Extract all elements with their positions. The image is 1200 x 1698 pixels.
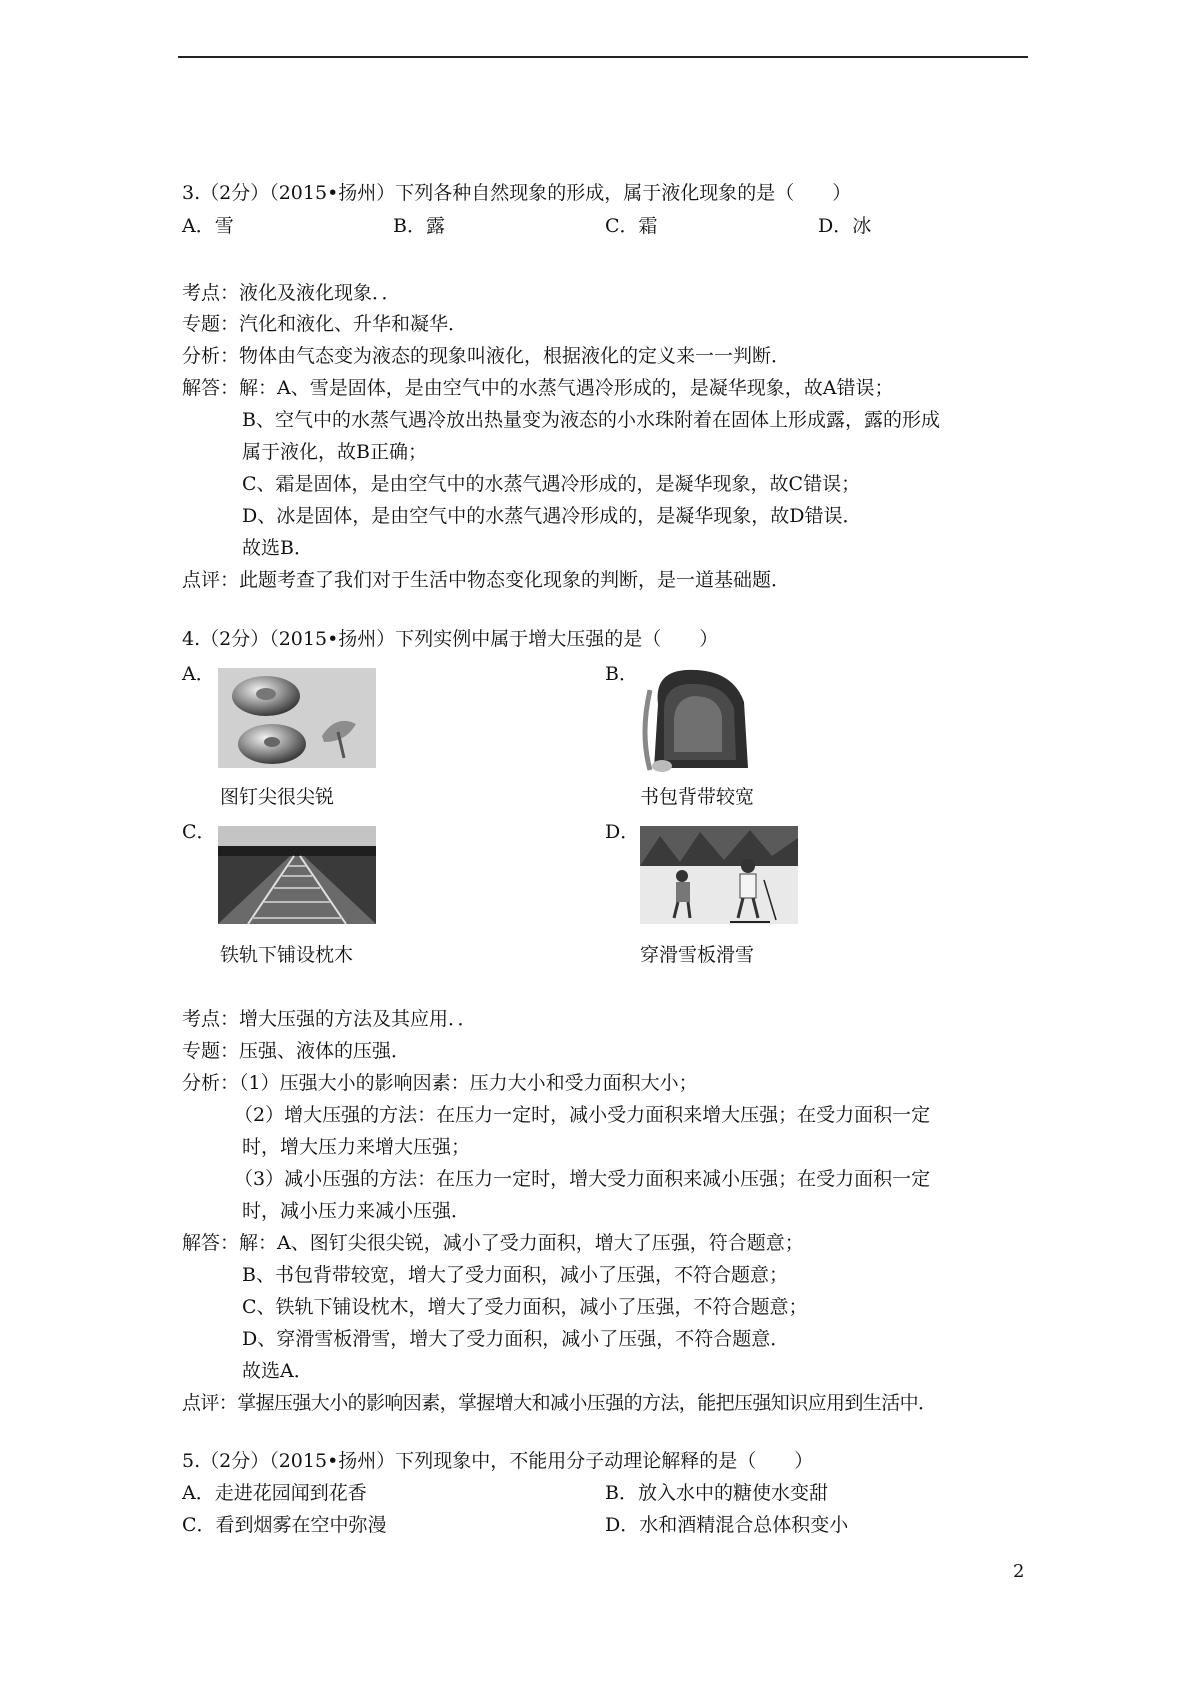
thumbtack-image [218, 668, 376, 768]
page-number: 2 [1013, 1561, 1025, 1582]
q5-option-c: C．看到烟雾在空中弥漫 [182, 1514, 387, 1536]
q4-fenxi-line: （2）增大压强的方法：在压力一定时，减小受力面积来增大压强；在受力面积一定 [234, 1104, 931, 1126]
q4-jieda-line: 解答：解：A、图钉尖很尖锐，减小了受力面积，增大了压强，符合题意； [182, 1232, 804, 1254]
q4-option-a-caption: 图钉尖很尖锐 [220, 786, 335, 808]
railway-image [218, 826, 376, 924]
q3-jieda-line: B、空气中的水蒸气遇冷放出热量变为液态的小水珠附着在固体上形成露，露的形成 [242, 409, 940, 431]
q3-jieda-line: D、冰是固体，是由空气中的水蒸气遇冷形成的，是凝华现象，故D错误． [242, 505, 862, 527]
q4-option-c-letter: C． [182, 821, 216, 843]
q4-option-d-caption: 穿滑雪板滑雪 [640, 944, 755, 966]
q4-fenxi-line: 时，增大压力来增大压强； [242, 1136, 471, 1158]
q4-fenxi-line: 时，减小压力来减小压强． [242, 1200, 471, 1222]
q3-zhuanti: 专题：汽化和液化、升华和凝华． [182, 313, 468, 335]
q4-jieda-line: D、穿滑雪板滑雪，增大了受力面积，减小了压强，不符合题意． [242, 1328, 790, 1350]
q4-dianping: 点评：掌握压强大小的影响因素，掌握增大和减小压强的方法，能把压强知识应用到生活中． [182, 1392, 937, 1414]
q4-option-c-caption: 铁轨下铺设枕木 [220, 944, 354, 966]
q3-stem: 3.（2分）（2015•扬州）下列各种自然现象的形成，属于液化现象的是（ ） [182, 182, 852, 204]
q5-option-a: A．走进花园闻到花香 [182, 1482, 367, 1504]
q4-fenxi-line: 分析：（1）压强大小的影响因素：压力大小和受力面积大小； [182, 1072, 698, 1094]
skiing-image [640, 826, 798, 924]
q4-jieda-line: B、书包背带较宽，增大了受力面积，减小了压强，不符合题意； [242, 1264, 788, 1286]
q4-option-d-letter: D． [605, 821, 640, 843]
q4-option-b-letter: B． [605, 663, 638, 685]
header-rule [178, 56, 1028, 58]
q4-option-a-letter: A． [182, 663, 215, 685]
q3-jieda-line: C、霜是固体，是由空气中的水蒸气遇冷形成的，是凝华现象，故C错误； [242, 473, 861, 495]
q3-jieda-line: 属于液化，故B正确； [242, 441, 427, 463]
q4-zhuanti: 专题：压强、液体的压强． [182, 1040, 411, 1062]
q4-fenxi-line: （3）减小压强的方法：在压力一定时，增大受力面积来减小压强；在受力面积一定 [234, 1168, 931, 1190]
q3-jieda-line: 解答：解：A、雪是固体，是由空气中的水蒸气遇冷形成的，是凝华现象，故A错误； [182, 377, 894, 399]
q4-jieda-line: C、铁轨下铺设枕木，增大了受力面积，减小了压强，不符合题意； [242, 1296, 808, 1318]
q3-option-c: C．霜 [605, 215, 658, 237]
q5-option-d: D．水和酒精混合总体积变小 [605, 1514, 849, 1536]
q4-stem: 4.（2分）（2015•扬州）下列实例中属于增大压强的是（ ） [182, 628, 719, 650]
q3-option-b: B．露 [393, 215, 445, 237]
q3-option-a: A．雪 [182, 215, 234, 237]
backpack-image [640, 664, 758, 776]
q5-option-b: B．放入水中的糖使水变甜 [605, 1482, 828, 1504]
q4-jieda-line: 故选A． [242, 1360, 313, 1382]
q3-dianping: 点评：此题考查了我们对于生活中物态变化现象的判断，是一道基础题． [182, 569, 791, 591]
q3-fenxi: 分析：物体由气态变为液态的现象叫液化，根据液化的定义来一一判断． [182, 345, 791, 367]
q3-jieda-line: 故选B． [242, 537, 313, 559]
q5-stem: 5.（2分）（2015•扬州）下列现象中，不能用分子动理论解释的是（ ） [182, 1450, 814, 1472]
q3-kaodian: 考点：液化及液化现象．． [182, 282, 401, 304]
q3-option-d: D．冰 [818, 215, 872, 237]
q4-kaodian: 考点：增大压强的方法及其应用．． [182, 1008, 477, 1030]
q4-option-b-caption: 书包背带较宽 [640, 786, 755, 808]
